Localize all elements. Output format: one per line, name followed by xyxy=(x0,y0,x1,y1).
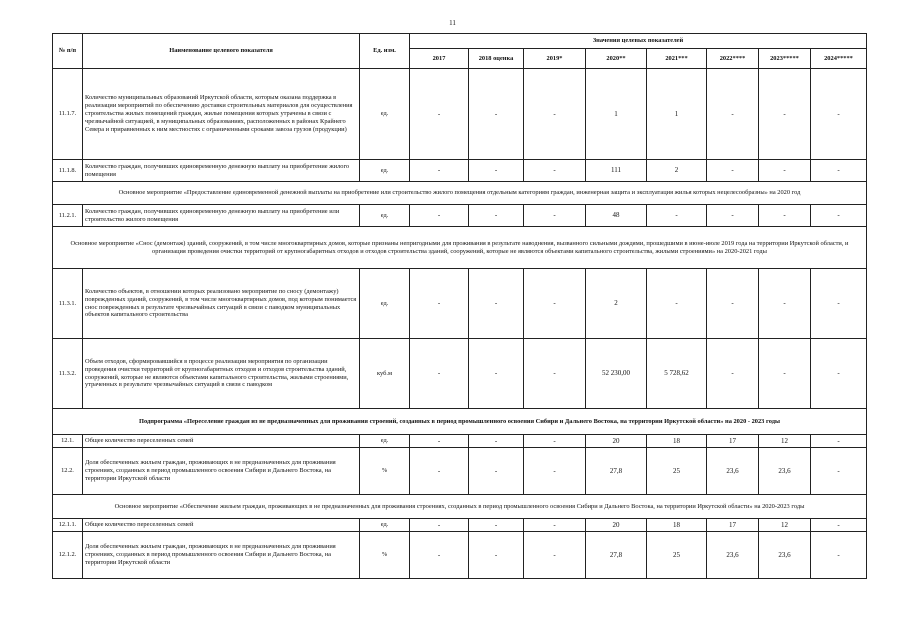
section-row xyxy=(53,182,867,205)
value-cell: - xyxy=(759,160,811,182)
value-cell: - xyxy=(811,160,867,182)
header-num: № п/п xyxy=(53,34,83,69)
value-cell: 48 xyxy=(586,205,647,227)
value-cell: 27,8 xyxy=(586,532,647,579)
indicator-name: Количество объектов, в отношении которых реализовано мероприятие по сносу (демонтажу) поврежденных зданий, сооружений, в том числе многоквартирных домов, под которым понимается снос поврежденных в результате чрезвычайных ситуаций в связи с паводком муниципальных объектов капитального строительства xyxy=(83,269,360,339)
value-cell: 20 xyxy=(586,435,647,448)
value-cell: - xyxy=(410,160,469,182)
value-cell: - xyxy=(759,205,811,227)
header-unit: Ед. изм. xyxy=(360,34,410,69)
unit-cell: ед. xyxy=(360,160,410,182)
value-cell: - xyxy=(707,269,759,339)
value-cell: - xyxy=(811,269,867,339)
value-cell: - xyxy=(811,532,867,579)
table-row xyxy=(53,532,867,579)
row-number: 12.2. xyxy=(53,448,83,495)
value-cell: - xyxy=(410,69,469,160)
value-cell: 2 xyxy=(647,160,707,182)
value-cell: - xyxy=(524,205,586,227)
unit-cell: % xyxy=(360,532,410,579)
value-cell: - xyxy=(469,69,524,160)
row-number: 11.3.2. xyxy=(53,339,83,409)
table-row xyxy=(53,69,867,160)
value-cell: 23,6 xyxy=(759,532,811,579)
section-title: Основное мероприятие «Снос (демонтаж) зданий, сооружений, в том числе многоквартирных домов, которые признаны непригодными для проживания в результате наводнения, вызванного сильными дождями, прошедшими в июне-июле 2019 года на территории Иркутской области, и организация проведения очистки территорий от крупногабаритных отходов и отходов строительства зданий, сооружений, которые не являются объектами капитального строительства, жилыми строениями» на 2020-2021 годы xyxy=(53,227,867,269)
value-cell: - xyxy=(469,448,524,495)
indicator-name: Доля обеспеченных жильем граждан, проживающих в не предназначенных для проживания строениях, созданных в период промышленного освоения Сибири и Дальнего Востока, на территории Иркутской области xyxy=(83,532,360,579)
value-cell: - xyxy=(811,69,867,160)
indicator-name: Количество граждан, получивших единовременную денежную выплату на приобретение жилого помещения xyxy=(83,160,360,182)
unit-cell: куб.м xyxy=(360,339,410,409)
value-cell: - xyxy=(410,448,469,495)
header-year: 2020** xyxy=(586,49,647,69)
value-cell: - xyxy=(811,448,867,495)
value-cell: - xyxy=(524,339,586,409)
value-cell: - xyxy=(524,160,586,182)
value-cell: - xyxy=(647,269,707,339)
unit-cell: ед. xyxy=(360,205,410,227)
row-number: 11.3.1. xyxy=(53,269,83,339)
subprogram-title: Подпрограмма «Переселение граждан из не предназначенных для проживания строений, созданных в период промышленного освоения Сибири и Дальнего Востока, на территории Иркутской области» на 2020 - 2023 годы xyxy=(53,409,867,435)
value-cell: - xyxy=(469,205,524,227)
header-year: 2021*** xyxy=(647,49,707,69)
value-cell: - xyxy=(759,69,811,160)
value-cell: - xyxy=(469,269,524,339)
value-cell: 5 728,62 xyxy=(647,339,707,409)
value-cell: - xyxy=(707,339,759,409)
unit-cell: % xyxy=(360,448,410,495)
indicator-name: Общее количество переселенных семей xyxy=(83,519,360,532)
value-cell: - xyxy=(759,269,811,339)
indicator-name: Объем отходов, сформировавшийся в процессе реализации мероприятия по организации проведения очистки территорий от крупногабаритных отходов и отходов строительства зданий, сооружений, которые не являются объектами капитального строительства, жилыми строениями, утраченных в результате чрезвычайных ситуаций в связи с паводком xyxy=(83,339,360,409)
table-row xyxy=(53,160,867,182)
header-year: 2023***** xyxy=(759,49,811,69)
value-cell: 2 xyxy=(586,269,647,339)
header-year: 2019* xyxy=(524,49,586,69)
header-year: 2018 оценка xyxy=(469,49,524,69)
value-cell: 27,8 xyxy=(586,448,647,495)
row-number: 12.1.2. xyxy=(53,532,83,579)
header-year: 2024***** xyxy=(811,49,867,69)
table-row xyxy=(53,269,867,339)
row-number: 12.1. xyxy=(53,435,83,448)
value-cell: - xyxy=(759,339,811,409)
row-number: 11.2.1. xyxy=(53,205,83,227)
value-cell: - xyxy=(469,435,524,448)
value-cell: - xyxy=(410,269,469,339)
section-row xyxy=(53,227,867,269)
header-values-title: Значения целевых показателей xyxy=(410,34,867,49)
table-row xyxy=(53,205,867,227)
row-number: 12.1.1. xyxy=(53,519,83,532)
indicator-name: Количество граждан, получивших единовременную денежную выплату на приобретение или строительство жилого помещения xyxy=(83,205,360,227)
indicator-name: Количество муниципальных образований Иркутской области, которым оказана поддержка в реализации мероприятий по обеспечению доставки строительных материалов для осуществления строительства жилых помещений граждан, жилые помещения которых утрачены в связи с чрезвычайной ситуацией, в муниципальных образованиях, расположенных в районах Крайнего Севера и приравненных к ним местностях с ограниченными сроками завоза грузов (продукции) xyxy=(83,69,360,160)
unit-cell: ед. xyxy=(360,69,410,160)
value-cell: 12 xyxy=(759,519,811,532)
value-cell: - xyxy=(707,69,759,160)
value-cell: - xyxy=(469,519,524,532)
value-cell: - xyxy=(410,519,469,532)
value-cell: 18 xyxy=(647,519,707,532)
indicator-name: Общее количество переселенных семей xyxy=(83,435,360,448)
unit-cell: ед. xyxy=(360,519,410,532)
value-cell: - xyxy=(410,339,469,409)
target-indicators-table xyxy=(52,33,867,579)
header-year: 2017 xyxy=(410,49,469,69)
table-row xyxy=(53,339,867,409)
value-cell: 17 xyxy=(707,519,759,532)
value-cell: - xyxy=(469,532,524,579)
value-cell: - xyxy=(647,205,707,227)
page-number: 11 xyxy=(449,19,456,27)
value-cell: - xyxy=(524,435,586,448)
value-cell: 1 xyxy=(647,69,707,160)
value-cell: - xyxy=(524,69,586,160)
value-cell: - xyxy=(707,205,759,227)
header-name: Наименование целевого показателя xyxy=(83,34,360,69)
value-cell: - xyxy=(811,205,867,227)
value-cell: - xyxy=(524,448,586,495)
indicator-name: Доля обеспеченных жильем граждан, проживающих в не предназначенных для проживания строениях, созданных в период промышленного освоения Сибири и Дальнего Востока, на территории Иркутской области xyxy=(83,448,360,495)
row-number: 11.1.8. xyxy=(53,160,83,182)
header-year: 2022**** xyxy=(707,49,759,69)
value-cell: 17 xyxy=(707,435,759,448)
value-cell: 18 xyxy=(647,435,707,448)
value-cell: 23,6 xyxy=(707,532,759,579)
value-cell: - xyxy=(410,435,469,448)
section-row xyxy=(53,495,867,519)
value-cell: 23,6 xyxy=(759,448,811,495)
value-cell: - xyxy=(811,435,867,448)
section-title: Основное мероприятие «Предоставление единовременной денежной выплаты на приобретение или строительство жилого помещения отдельным категориям граждан, инженерная защита и эксплуатация жилья которых нецелесообразны» на 2020 год xyxy=(53,182,867,205)
table-body xyxy=(53,69,867,579)
value-cell: - xyxy=(410,532,469,579)
value-cell: - xyxy=(469,160,524,182)
value-cell: 111 xyxy=(586,160,647,182)
value-cell: - xyxy=(524,519,586,532)
value-cell: 52 230,00 xyxy=(586,339,647,409)
value-cell: - xyxy=(469,339,524,409)
value-cell: 23,6 xyxy=(707,448,759,495)
value-cell: - xyxy=(524,532,586,579)
subprogram-row xyxy=(53,409,867,435)
section-title: Основное мероприятие «Обеспечение жильем граждан, проживающих в не предназначенных для проживания строениях, созданных в период промышленного освоения Сибири и Дальнего Востока, на территории Иркутской области» на 2020-2023 годы xyxy=(53,495,867,519)
unit-cell: ед. xyxy=(360,269,410,339)
value-cell: 25 xyxy=(647,532,707,579)
value-cell: 1 xyxy=(586,69,647,160)
row-number: 11.1.7. xyxy=(53,69,83,160)
value-cell: 12 xyxy=(759,435,811,448)
value-cell: 25 xyxy=(647,448,707,495)
table-row xyxy=(53,519,867,532)
value-cell: - xyxy=(410,205,469,227)
value-cell: - xyxy=(811,519,867,532)
unit-cell: ед. xyxy=(360,435,410,448)
value-cell: 20 xyxy=(586,519,647,532)
value-cell: - xyxy=(707,160,759,182)
value-cell: - xyxy=(811,339,867,409)
table-row xyxy=(53,448,867,495)
table-row xyxy=(53,435,867,448)
value-cell: - xyxy=(524,269,586,339)
